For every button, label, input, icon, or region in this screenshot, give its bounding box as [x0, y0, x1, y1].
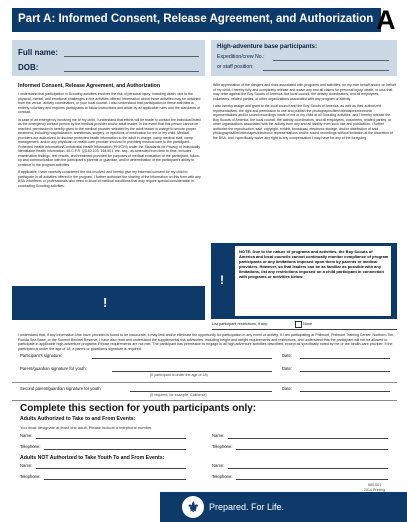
full-name-label: Full name: — [18, 48, 59, 57]
second-parent-signature-field[interactable] — [130, 391, 272, 392]
parent-signature-label: Parent/guardian signature for youth: — [20, 366, 87, 371]
expedition-label: Expedition/crew No.: — [217, 54, 265, 60]
participant-date-field[interactable] — [300, 358, 390, 359]
participant-signature-field[interactable] — [92, 358, 272, 359]
authorized-adults-heading: Adults Authorized to Take to and From Events: — [20, 416, 136, 422]
footer — [0, 492, 407, 522]
left-notice-box — [12, 286, 205, 320]
media-release-paragraph: I also hereby assign and grant to the local council and the Boy Scouts of America, as well as their authorized representatives, the right and permission to use and publish the photographs/film/videotapes/electronic representations and/or sound recordings made of me or my child at all Scouting activities, and I hereby release the Boy Scouts of America, the local council, the activity coordinators, and all employees, volunteers, related parties, or other organizations associated with the activity from any and all liability from such use and publication. I further authorize the reproduction, sale, copyright, exhibit, broadcast, electronic storage, and/or distribution of said photographs/film/videotapes/electronic representations and/or sound recordings without limitation at the discretion of the BSA, and I specifically waive any right to any compensation I may have for any of the foregoing. — [213, 104, 393, 140]
second-parent-date-field[interactable] — [300, 391, 390, 392]
restrictions-field[interactable] — [212, 329, 397, 330]
name-label: Name: — [212, 463, 225, 468]
form-code: 680-001 — [368, 483, 382, 487]
youth-section-title: Complete this section for youth participants only: — [20, 403, 257, 414]
telephone-label: Telephone: — [20, 444, 41, 449]
name-label: Name: — [212, 433, 225, 438]
high-adventure-title: High-adventure base participants: — [217, 43, 318, 50]
authorized-name-2-field[interactable] — [228, 438, 388, 439]
not-authorized-phone-1-field[interactable] — [44, 479, 186, 480]
not-authorized-name-2-field[interactable] — [228, 468, 388, 469]
telephone-label: Telephone: — [212, 444, 233, 449]
form-title: Part A: Informed Consent, Release Agreement, and Authorization — [18, 13, 374, 25]
full-name-field[interactable] — [64, 56, 199, 57]
form-header-bar — [12, 8, 381, 32]
telephone-label: Telephone: — [20, 474, 41, 479]
authorized-phone-2-field[interactable] — [236, 449, 388, 450]
name-label: Name: — [20, 463, 33, 468]
consent-text-left — [18, 92, 203, 191]
none-checkbox[interactable] — [295, 321, 302, 328]
note-panel — [235, 246, 391, 316]
consent-paragraph-1: I understand that participation in Scouting activities involves the risk of personal injury, including death, due to the physical, mental, and emotional challenges in the activities offered. Information about those activities may be obtained from the venue, activity coordinators, or your local council. I also understand that participation in these activities is entirely voluntary and requires participants to follow instructions and abide by all applicable rules and the standards of conduct. — [18, 92, 201, 114]
consent-text-right — [213, 83, 397, 143]
telephone-label: Telephone: — [212, 474, 233, 479]
section-divider — [12, 400, 397, 401]
date-label: Date: — [282, 366, 293, 371]
part-letter: A — [376, 5, 396, 35]
accuracy-paragraph: I understand that, if any information I/we have provided is found to be inaccurate, it may limit and/or eliminate the opportunity for participation in any event or activity. If I am participating at Philmont, Philmont Training Center, Northern Tier, Florida Sea Base, or the Summit Bechtel Reserve, I have also read and understand the supplemental risk advisories, including height and weight requirements and restrictions, and understand that the participant will not be allowed to participate in applicable high-adventure programs if those requirements are not met. The participant has permission to engage in all high-adventure activities described, except as specifically noted by me or the health-care provider. If the participant is under the age of 18, a parent or guardian's signature is required. — [18, 333, 395, 351]
not-authorized-name-1-field[interactable] — [36, 468, 186, 469]
parent-signature-note: (If participant is under the age of 18) — [150, 373, 208, 377]
authorized-adults-note: You must designate at least one adult. Please include a telephone number. — [20, 425, 153, 430]
authorized-phone-1-field[interactable] — [44, 449, 186, 450]
section-divider — [12, 382, 397, 383]
high-adventure-box — [211, 40, 397, 76]
restrictions-note-box — [211, 243, 397, 319]
not-authorized-phone-2-field[interactable] — [236, 479, 388, 480]
dob-field[interactable] — [64, 71, 199, 72]
restrictions-note: NOTE: Due to the nature of programs and activities, the Boy Scouts of America and local councils cannot continually monitor compliance of program participants or any limitations imposed upon them by parents or medical providers. However, so that leaders can be as familiar as possible with any limitations, list any restrictions imposed on a child participant in connection with programs or activities below. — [239, 249, 389, 279]
consent-paragraph-2: In case of an emergency involving me or my child, I understand that efforts will be made to contact the individual listed as the emergency contact person by the medical provider and/or adult leader. In the event that this person cannot be reached, permission is hereby given to the medical provider selected by the adult leader in charge to secure proper treatment, including hospitalization, anesthesia, surgery, or injections of medication for me or my child. Medical providers are authorized to disclose protected health information to the adult in charge, camp medical staff, camp management, and/or any physician or health-care provider involved in providing medical care to the participant. Protected Health Information/Confidential Health Information (PHI/CHI) under the Standards for Privacy of Individually Identifiable Health Information, 45 C.F.R. §§160.103, 164.501, etc. seq., as amended from time to time, includes examination findings, test results, and treatment provided for purposes of medical evaluation of the participant, follow-up and communication with the participant's parents or guardian, and/or determination of the participant's ability to continue in the program activities. — [18, 117, 201, 167]
exclamation-icon: ! — [220, 273, 224, 287]
date-label: Date: — [282, 353, 293, 358]
printing-note: 2014 Printing — [364, 488, 386, 492]
participant-signature-label: Participant's signature: — [20, 353, 63, 358]
second-parent-signature-label: Second parent/guardian signature for youth: — [20, 386, 102, 391]
none-label: None — [303, 322, 313, 326]
staff-position-label: or staff position: — [217, 64, 254, 70]
name-box — [12, 40, 205, 76]
dob-label: DOB: — [18, 63, 39, 72]
consent-paragraph-3: If applicable I have carefully considered the risk involved and hereby give my informed consent for my child to participate in all activities offered in the program. I further authorize the sharing of the information on this form with any BSA volunteers or professionals who need to know of medical conditions that may require special consideration in conducting Scouting activities. — [18, 170, 201, 188]
expedition-field[interactable] — [273, 60, 389, 61]
exclamation-icon: ! — [103, 295, 108, 310]
staff-position-field[interactable] — [263, 70, 389, 71]
not-authorized-adults-heading: Adults NOT Authorized to Take Youth To and From Events: — [20, 455, 165, 461]
parent-date-field[interactable] — [300, 371, 390, 372]
restrictions-label: List participant restrictions, if any: — [212, 322, 269, 326]
parent-signature-field[interactable] — [112, 371, 272, 372]
release-paragraph: With appreciation of the dangers and risks associated with programs and activities, on my own behalf and/or on behalf of my child, I hereby fully and completely release and waive any and all claims for personal injury, death, or loss that may arise against the Boy Scouts of America, the local council, the activity coordinators, and all employees, volunteers, related parties, or other organizations associated with any program or activity. — [213, 83, 396, 101]
footer-slogan: Prepared. For Life. — [209, 502, 285, 512]
fleur-de-lis-icon: ⚜ — [182, 496, 204, 518]
second-parent-signature-note: (If required; for example, California) — [150, 393, 207, 397]
consent-heading: Informed Consent, Release Agreement, and Authorization — [18, 83, 161, 89]
authorized-name-1-field[interactable] — [36, 438, 186, 439]
name-label: Name: — [20, 433, 33, 438]
date-label: Date: — [282, 386, 293, 391]
